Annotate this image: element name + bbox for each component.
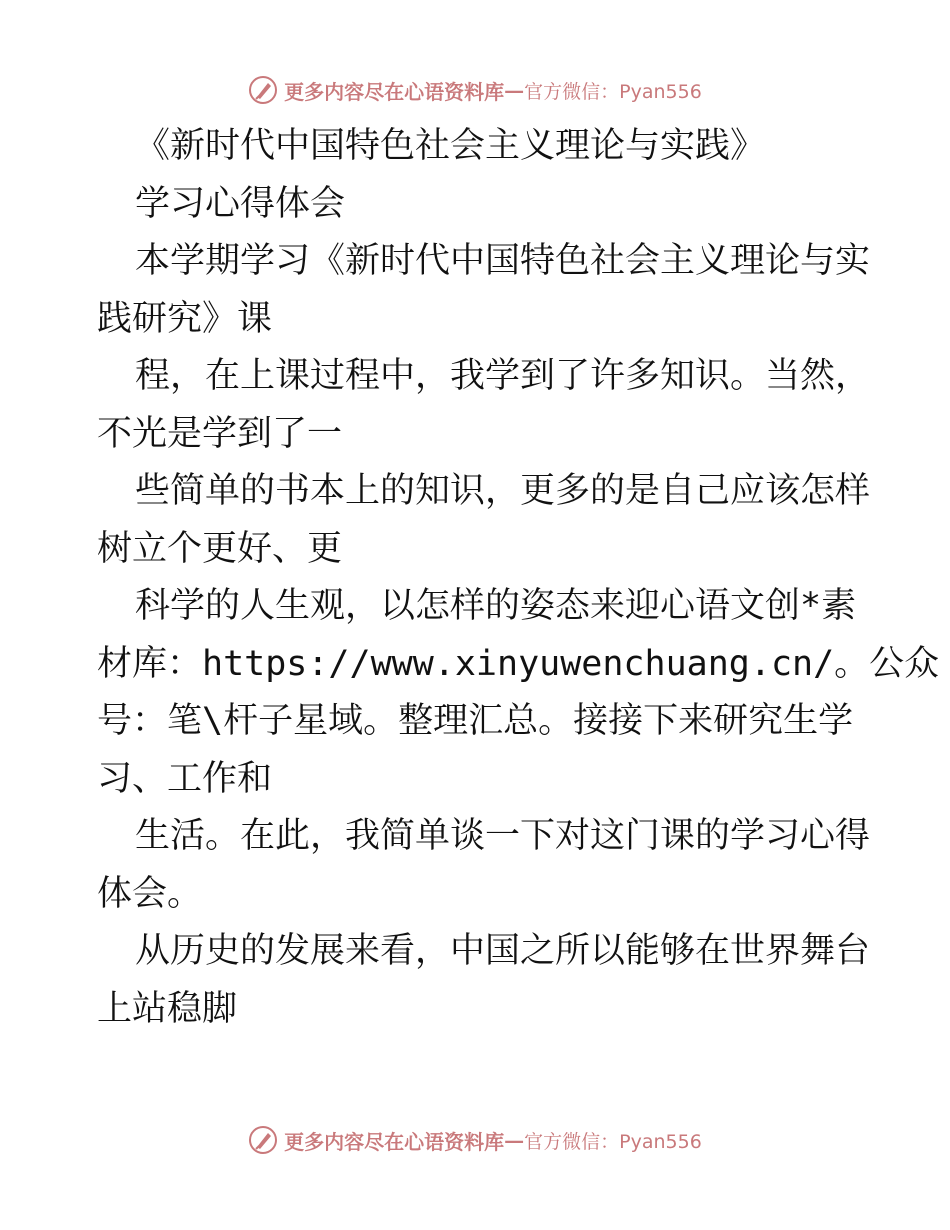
paragraph-line: 生活。在此，我简单谈一下对这门课的学习心得 [135,816,871,856]
document-subtitle: 学习心得体会 [135,183,346,224]
paragraph-line: 上站稳脚 [97,988,238,1029]
paragraph-line: 程，在上课过程中，我学到了许多知识。当然， [135,356,871,396]
paragraph-line: 践研究》课 [97,298,273,339]
quill-pen-icon [248,75,278,105]
paragraph-line: 号：笔\杆子星域。整理汇总。接接下来研究生学 [97,701,854,741]
paragraph-line: 习、工作和 [97,758,273,799]
footer-watermark [0,1120,950,1160]
watermark-dash: — [504,1128,525,1152]
paragraph-line: 树立个更好、更 [97,528,343,569]
watermark-contact: 官方微信：Pyan556 [524,1130,702,1153]
paragraph-line: 从历史的发展来看，中国之所以能够在世界舞台 [135,931,871,971]
document-title: 《新时代中国特色社会主义理论与实践》 [135,126,766,166]
paragraph-line: 不光是学到了一 [97,413,343,454]
document-body [97,118,940,1038]
watermark-contact: 官方微信：Pyan556 [524,80,702,103]
paragraph-line: 些简单的书本上的知识，更多的是自己应该怎样 [135,471,871,511]
watermark-tagline: 更多内容尽在心语资料库 [284,1129,505,1154]
quill-pen-icon [248,1125,278,1155]
header-watermark [0,70,950,110]
paragraph-line: 材库：https://www.xinyuwenchuang.cn/。公众 [97,643,940,684]
watermark-tagline: 更多内容尽在心语资料库 [284,79,505,104]
paragraph-line: 本学期学习《新时代中国特色社会主义理论与实 [135,241,871,281]
paragraph-line: 科学的人生观，以怎样的姿态来迎心语文创*素 [135,586,857,626]
watermark-dash: — [504,78,525,102]
paragraph-line: 体会。 [97,873,203,914]
